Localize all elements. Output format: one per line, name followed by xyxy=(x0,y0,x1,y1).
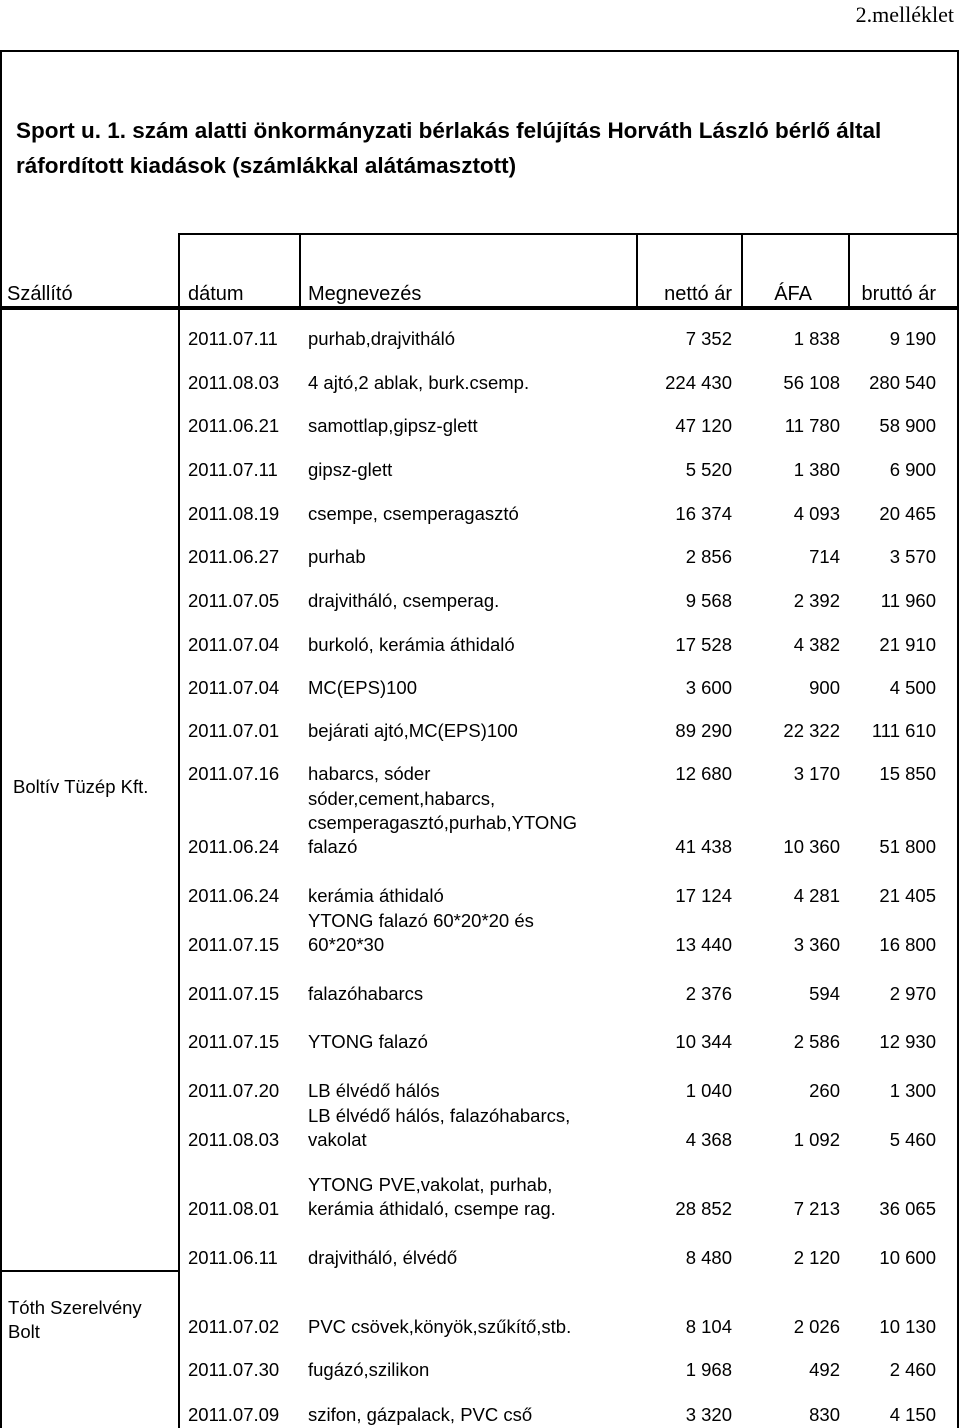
col-divider-2 xyxy=(299,233,301,308)
row-net: 13 440 xyxy=(675,934,732,955)
row-vat: 900 xyxy=(809,677,840,698)
row-net: 8 480 xyxy=(685,1247,732,1268)
row-vat: 594 xyxy=(809,983,840,1004)
header-bottom-line xyxy=(0,306,959,310)
row-name: falazó xyxy=(308,836,358,857)
row-gross: 16 800 xyxy=(879,934,936,955)
row-vat: 3 360 xyxy=(793,934,840,955)
row-vat: 7 213 xyxy=(793,1198,840,1219)
row-vat: 1 380 xyxy=(793,459,840,480)
row-date: 2011.06.11 xyxy=(188,1247,278,1268)
col-divider-3 xyxy=(636,233,638,308)
row-vat: 1 092 xyxy=(793,1129,840,1150)
row-gross: 36 065 xyxy=(879,1198,936,1219)
row-gross: 21 405 xyxy=(879,885,936,906)
row-gross: 21 910 xyxy=(879,634,936,655)
frame-right-border xyxy=(957,50,959,1428)
row-vat: 22 322 xyxy=(783,720,840,741)
row-gross: 10 130 xyxy=(879,1316,936,1337)
row-vat: 2 586 xyxy=(793,1031,840,1052)
row-date: 2011.08.03 xyxy=(188,1129,280,1150)
row-name: YTONG PVE,vakolat, purhab, xyxy=(308,1174,553,1195)
row-name: bejárati ajtó,MC(EPS)100 xyxy=(308,720,518,741)
row-vat: 260 xyxy=(809,1080,840,1101)
row-name: fugázó,szilikon xyxy=(308,1359,430,1380)
row-gross: 111 610 xyxy=(871,720,936,741)
header-date: dátum xyxy=(188,283,244,305)
row-date: 2011.06.21 xyxy=(188,415,280,436)
row-date: 2011.07.30 xyxy=(188,1359,280,1380)
document-title: Sport u. 1. szám alatti önkormányzati bérlakás felújítás Horváth László bérlő által ráfordított kiadások (számlákkal alátámasztott) xyxy=(16,118,882,178)
row-date: 2011.08.19 xyxy=(188,503,280,524)
row-vat: 492 xyxy=(809,1359,840,1380)
row-net: 2 376 xyxy=(685,983,732,1004)
row-name: csempe, csemperagasztó xyxy=(308,503,519,524)
supplier-toth: Tóth Szerelvény Bolt xyxy=(8,1297,142,1342)
header-top-line xyxy=(178,233,959,235)
row-name: kerámia áthidaló, csempe rag. xyxy=(308,1198,556,1219)
row-vat: 56 108 xyxy=(783,372,840,393)
row-vat: 4 093 xyxy=(793,503,840,524)
row-date: 2011.07.01 xyxy=(188,720,280,741)
header-vat: ÁFA xyxy=(774,283,812,305)
row-date: 2011.07.02 xyxy=(188,1316,280,1337)
col-divider-5 xyxy=(848,233,850,308)
row-vat: 11 780 xyxy=(784,415,840,436)
row-name: falazóhabarcs xyxy=(308,983,424,1004)
row-name: burkoló, kerámia áthidaló xyxy=(308,634,515,655)
col-divider-4 xyxy=(741,233,743,308)
row-gross: 2 970 xyxy=(889,983,936,1004)
header-supplier: Szállító xyxy=(7,283,73,305)
row-date: 2011.07.15 xyxy=(188,1031,280,1052)
row-name: YTONG falazó 60*20*20 és xyxy=(308,910,534,931)
row-net: 3 600 xyxy=(685,677,732,698)
supplier-divider xyxy=(0,1270,179,1272)
row-date: 2011.07.20 xyxy=(188,1080,280,1101)
row-net: 17 528 xyxy=(675,634,732,655)
row-vat: 2 392 xyxy=(793,590,840,611)
row-vat: 4 281 xyxy=(793,885,840,906)
annex-label: 2.melléklet xyxy=(855,2,954,27)
supplier-boltiv: Boltív Tüzép Kft. xyxy=(13,776,149,797)
row-name: drajvitháló, élvédő xyxy=(308,1247,458,1268)
row-name: LB élvédő hálós xyxy=(308,1080,440,1101)
row-net: 41 438 xyxy=(675,836,732,857)
row-name: csemperagasztó,purhab,YTONG xyxy=(308,812,578,833)
row-date: 2011.08.01 xyxy=(188,1198,280,1219)
row-name: samottlap,gipsz-glett xyxy=(308,415,478,436)
row-date: 2011.07.09 xyxy=(188,1404,280,1425)
row-net: 89 290 xyxy=(675,720,732,741)
row-date: 2011.07.04 xyxy=(188,677,280,698)
row-vat: 4 382 xyxy=(793,634,840,655)
row-net: 9 568 xyxy=(685,590,732,611)
row-net: 1 968 xyxy=(685,1359,732,1380)
row-date: 2011.08.03 xyxy=(188,372,280,393)
row-gross: 280 540 xyxy=(869,372,936,393)
row-name: habarcs, sóder xyxy=(308,763,431,784)
row-gross: 12 930 xyxy=(879,1031,936,1052)
supplier-column-border xyxy=(178,308,180,1428)
row-date: 2011.07.11 xyxy=(188,459,278,480)
row-name: sóder,cement,habarcs, xyxy=(308,788,496,809)
row-name: drajvitháló, csemperag. xyxy=(308,590,500,611)
frame-left-border xyxy=(0,50,2,1428)
row-name: MC(EPS)100 xyxy=(308,677,417,698)
row-name: gipsz-glett xyxy=(308,459,393,480)
row-gross: 6 900 xyxy=(889,459,936,480)
row-vat: 2 120 xyxy=(793,1247,840,1268)
row-name: vakolat xyxy=(308,1129,367,1150)
row-date: 2011.06.27 xyxy=(188,546,280,567)
row-net: 1 040 xyxy=(685,1080,732,1101)
header-net: nettó ár xyxy=(664,283,732,305)
row-net: 10 344 xyxy=(675,1031,732,1052)
row-date: 2011.07.15 xyxy=(188,934,280,955)
row-gross: 2 460 xyxy=(889,1359,936,1380)
row-name: 60*20*30 xyxy=(308,934,385,955)
row-name: purhab,drajvitháló xyxy=(308,328,456,349)
row-gross: 4 500 xyxy=(889,677,936,698)
row-date: 2011.06.24 xyxy=(188,836,280,857)
row-net: 7 352 xyxy=(685,328,732,349)
row-gross: 3 570 xyxy=(889,546,936,567)
row-name: 4 ajtó,2 ablak, burk.csemp. xyxy=(308,372,530,393)
row-name: kerámia áthidaló xyxy=(308,885,444,906)
row-net: 28 852 xyxy=(675,1198,732,1219)
row-gross: 11 960 xyxy=(880,590,936,611)
frame-top-border xyxy=(0,50,959,52)
header-name: Megnevezés xyxy=(308,283,422,305)
row-net: 224 430 xyxy=(665,372,732,393)
row-gross: 58 900 xyxy=(879,415,936,436)
row-net: 47 120 xyxy=(675,415,732,436)
row-date: 2011.07.11 xyxy=(188,328,278,349)
row-vat: 3 170 xyxy=(793,763,840,784)
row-net: 4 368 xyxy=(685,1129,732,1150)
row-gross: 15 850 xyxy=(879,763,936,784)
row-net: 17 124 xyxy=(675,885,732,906)
row-date: 2011.07.15 xyxy=(188,983,280,1004)
row-gross: 51 800 xyxy=(879,836,936,857)
row-date: 2011.07.05 xyxy=(188,590,280,611)
row-net: 3 320 xyxy=(685,1404,732,1425)
row-vat: 10 360 xyxy=(783,836,840,857)
row-gross: 4 150 xyxy=(889,1404,936,1425)
row-vat: 714 xyxy=(809,546,840,567)
row-name: PVC csövek,könyök,szűkítő,stb. xyxy=(308,1316,572,1337)
header-gross: bruttó ár xyxy=(861,283,936,305)
row-vat: 2 026 xyxy=(793,1316,840,1337)
row-date: 2011.07.04 xyxy=(188,634,280,655)
row-net: 2 856 xyxy=(685,546,732,567)
row-vat: 830 xyxy=(809,1404,840,1425)
row-gross: 20 465 xyxy=(879,503,936,524)
col-divider-1 xyxy=(178,233,180,308)
row-net: 5 520 xyxy=(685,459,732,480)
row-vat: 1 838 xyxy=(793,328,840,349)
row-gross: 9 190 xyxy=(889,328,936,349)
row-gross: 10 600 xyxy=(879,1247,936,1268)
row-gross: 1 300 xyxy=(889,1080,936,1101)
row-gross: 5 460 xyxy=(889,1129,936,1150)
row-date: 2011.06.24 xyxy=(188,885,280,906)
row-name: YTONG falazó xyxy=(308,1031,428,1052)
row-name: LB élvédő hálós, falazóhabarcs, xyxy=(308,1105,571,1126)
row-net: 16 374 xyxy=(675,503,732,524)
row-name: szifon, gázpalack, PVC cső xyxy=(308,1404,533,1425)
row-date: 2011.07.16 xyxy=(188,763,280,784)
row-net: 8 104 xyxy=(685,1316,732,1337)
row-net: 12 680 xyxy=(675,763,732,784)
row-name: purhab xyxy=(308,546,366,567)
